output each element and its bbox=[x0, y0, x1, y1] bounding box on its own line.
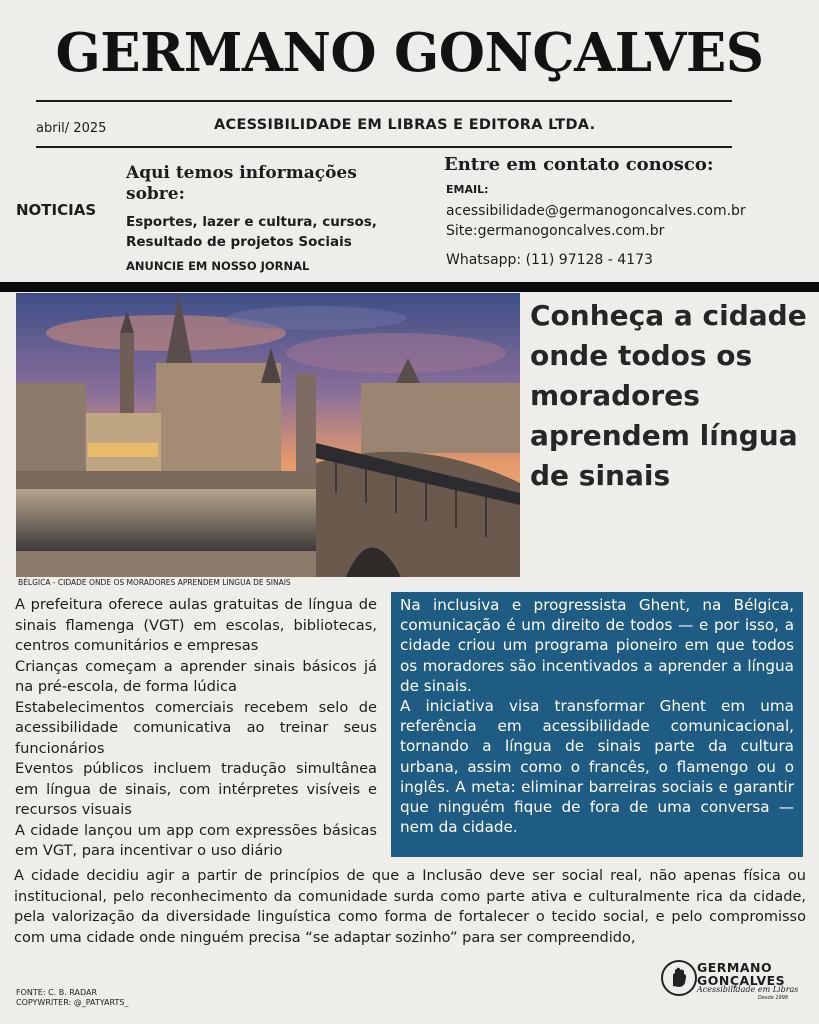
site-link[interactable]: Site:germanogoncalves.com.br bbox=[446, 223, 665, 239]
logo-name-line2: GONÇALVES bbox=[697, 973, 786, 988]
copywriter-credit: COPYWRITER: @_PATYARTS_ bbox=[16, 998, 129, 1007]
left-paragraph: Estabelecimentos comerciais recebem selo de acessibilidade comunicativa ao treinar seus funcionários bbox=[15, 698, 377, 757]
box-paragraph: A iniciativa visa transformar Ghent em uma referência em acessibilidade comunicacional, tornando a língua de sinais parte da cultura urbana, assim como o francês, o flamengo ou o inglês. A meta: eliminar barreiras sociais e garantir que ninguém fique de fora de uma conversa — nem da cidade. bbox=[400, 697, 794, 837]
company-subtitle: ACESSIBILIDADE EM LIBRAS E EDITORA LTDA. bbox=[214, 117, 596, 133]
left-column bbox=[15, 595, 377, 862]
footer-credits bbox=[16, 988, 128, 1008]
logo-tagline: Acessibilidade em Libras bbox=[697, 985, 799, 994]
ghent-city-photo bbox=[16, 293, 520, 577]
logo-hand-icon bbox=[661, 960, 697, 996]
source-credit: FONTE: C. B. RADAR bbox=[16, 988, 98, 997]
article-headline: Conheça a cidade onde todos os moradores aprendem língua de sinais bbox=[530, 299, 807, 492]
logo-since: Desde 1998 bbox=[758, 995, 789, 1001]
top-rule bbox=[36, 100, 732, 102]
left-paragraph: A cidade lançou um app com expressões básicas em VGT, para incentivar o uso diário bbox=[15, 821, 377, 859]
bottom-paragraph: A cidade decidiu agir a partir de princípios de que a Inclusão deve ser social real, não apenas física ou institucional, pelo reconhecimento da comunidade surda como parte ativa e culturalmente rica da cidade, pela valorização da diversidade linguística como forma de fortalecer o tecido social, e pelo compromisso com uma cidade onde ninguém precisa “se adaptar sozinho” para ser compreendido, bbox=[14, 868, 806, 946]
photo-caption: BÉLGICA - CIDADE ONDE OS MORADORES APRENDEM LINGUA DE SINAIS bbox=[18, 578, 291, 587]
highlight-box bbox=[391, 592, 803, 857]
info-topics: Esportes, lazer e cultura, cursos, Resultado de projetos Sociais bbox=[126, 214, 377, 250]
header-rule bbox=[36, 146, 732, 148]
info-heading: Aqui temos informações sobre: bbox=[126, 163, 357, 204]
issue-date: abril/ 2025 bbox=[36, 121, 107, 136]
box-paragraph: Na inclusiva e progressista Ghent, na Bélgica, comunicação é um direito de todos — e por isso, a cidade criou um programa pioneiro em que todos os moradores são incentivados a aprender a língua de sinais. bbox=[400, 596, 794, 695]
left-paragraph: Eventos públicos incluem tradução simultânea em língua de sinais, com intérpretes visíveis e recursos visuais bbox=[15, 760, 377, 818]
advertise-label: ANUNCIE EM NOSSO JORNAL bbox=[126, 259, 310, 273]
whatsapp-number[interactable]: Whatsapp: (11) 97128 - 4173 bbox=[446, 252, 653, 268]
masthead-title: GERMANO GONÇALVES bbox=[55, 22, 764, 84]
left-paragraph: A prefeitura oferece aulas gratuitas de língua de sinais flamenga (VGT) em escolas, bibliotecas, centros comunitários e empresas bbox=[15, 596, 377, 654]
email-value[interactable]: acessibilidade@germanogoncalves.com.br bbox=[446, 203, 746, 219]
email-label: EMAIL: bbox=[446, 183, 489, 196]
left-paragraph: Crianças começam a aprender sinais básicos já na pré-escola, de forma lúdica bbox=[15, 657, 377, 695]
section-label: NOTICIAS bbox=[16, 201, 97, 219]
contact-heading: Entre em contato conosco: bbox=[444, 154, 714, 175]
section-divider bbox=[0, 282, 819, 292]
logo-name-line1: GERMANO bbox=[697, 960, 773, 975]
